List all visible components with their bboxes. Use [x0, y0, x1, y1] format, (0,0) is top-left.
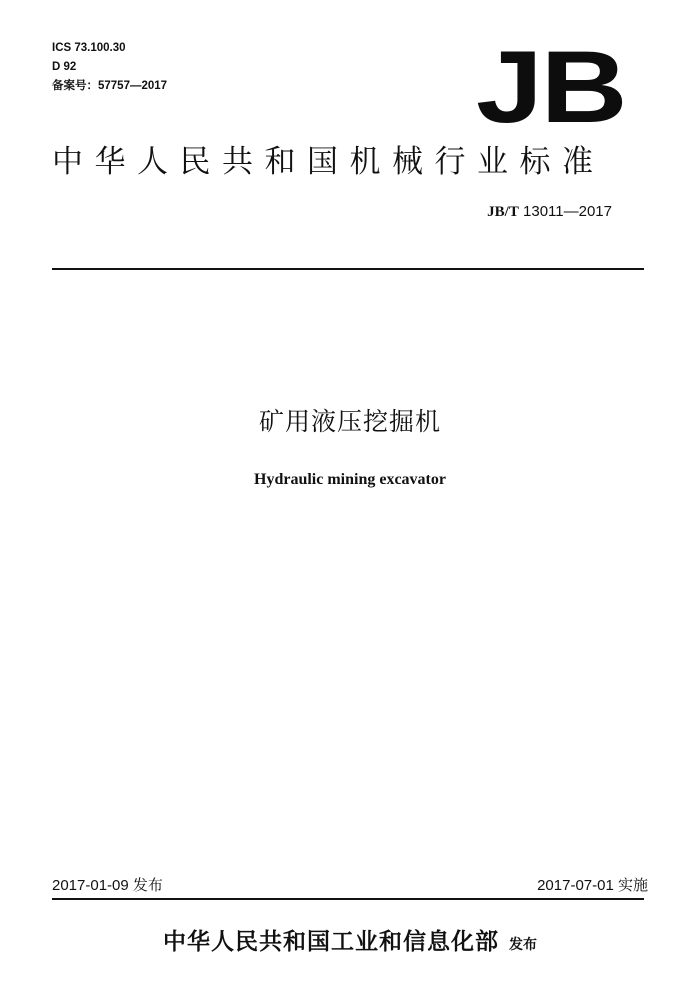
publisher	[0, 927, 700, 960]
standard-title: 中华人民共和国机械行业标准	[52, 144, 605, 180]
jb-logo: JB	[476, 30, 626, 144]
ics-code: ICS 73.100.30	[52, 42, 126, 54]
publisher-name: 中华人民共和国工业和信息化部	[163, 929, 499, 955]
divider-bottom	[52, 898, 644, 900]
standard-number-code: 13011—2017	[518, 203, 612, 220]
record-number: 备案号：57757—2017	[52, 80, 168, 92]
divider-top	[52, 268, 644, 270]
document-title-chinese: 矿用液压挖掘机	[258, 407, 441, 436]
standard-number	[487, 203, 612, 221]
standard-number-prefix: JB/T	[487, 204, 519, 220]
publisher-suffix: 发布	[509, 937, 537, 953]
classification-code: D 92	[52, 61, 77, 73]
document-title-english: Hydraulic mining excavator	[254, 471, 446, 488]
implementation-date: 2017-07-01 实施	[537, 877, 648, 894]
issue-date: 2017-01-09 发布	[52, 877, 163, 894]
